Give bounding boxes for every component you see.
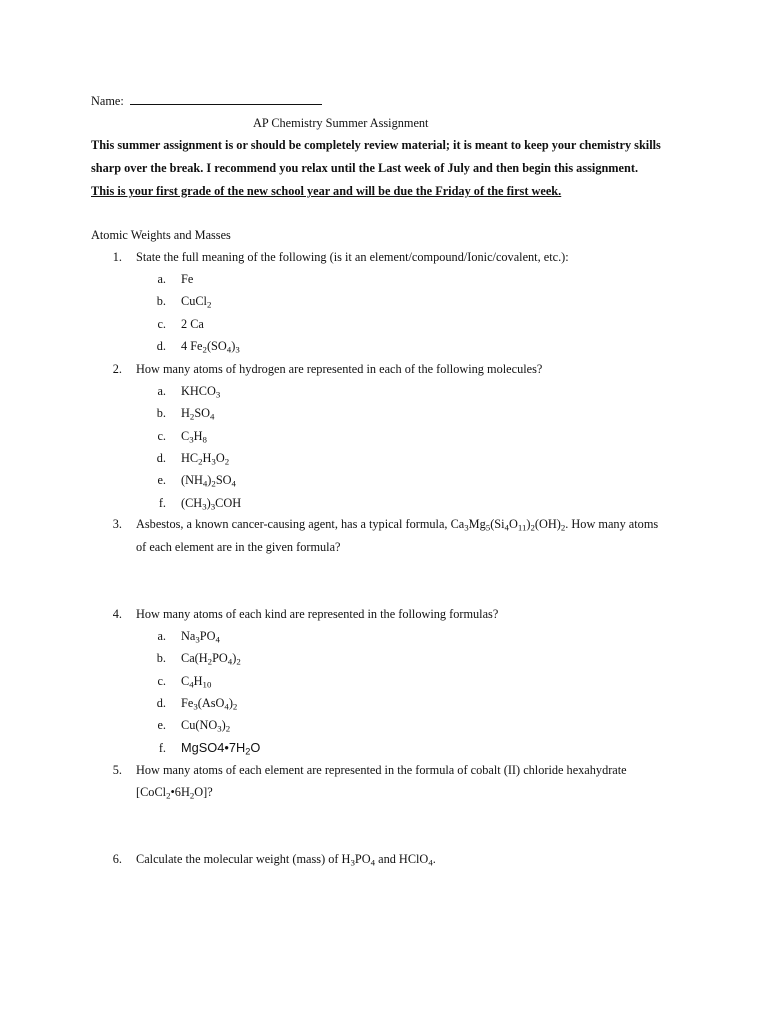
- question-text-line-1: How many atoms of each element are represented in the formula of cobalt (II) chloride hexahydrate: [136, 763, 627, 777]
- formula-text: 4 $Fe_2(SO_4)_3$: [181, 338, 240, 355]
- formula-text: $Na_3PO_4$: [181, 629, 220, 645]
- question-number: 2.: [112, 362, 122, 376]
- formula-text: $(NH_4)_2SO_4$: [181, 473, 236, 489]
- list-item-letter: c.: [157, 673, 166, 688]
- list-item-letter: f.: [158, 495, 166, 510]
- formula-text: $KHCO_3$: [181, 384, 221, 400]
- question-text: Calculate the molecular weight (mass) of $H_3PO_4$ and HClO$_4$.: [136, 852, 436, 868]
- assignment-title: AP Chemistry Summer Assignment: [253, 116, 429, 130]
- list-item-letter: d.: [156, 450, 166, 465]
- intro-line-2: sharp over the break. I recommend you relax until the Last week of July and then begin this assignment.: [91, 161, 639, 175]
- formula-text: CuCl$_2$: [181, 294, 212, 310]
- question-number: 6.: [112, 852, 122, 866]
- formula-text: $Fe_3(AsO_4)_2$: [181, 695, 238, 712]
- formula-text: $MgSO4•7H_2O$: [181, 739, 261, 757]
- list-item-letter: a.: [157, 272, 166, 286]
- question-number: 5.: [112, 763, 122, 777]
- formula-text: $H_2SO_4$: [181, 406, 215, 422]
- list-item-letter: a.: [157, 384, 166, 398]
- name-row: [91, 95, 322, 107]
- intro-line-3: This is your first grade of the new school year and will be due the Friday of the first week.: [91, 184, 562, 198]
- name-blank-line[interactable]: [130, 103, 322, 105]
- list-item-letter: b.: [156, 406, 166, 421]
- formula-text: 2 Ca: [181, 316, 204, 331]
- question-text: State the full meaning of the following (is it an element/compound/Ionic/covalent, etc.):: [136, 250, 569, 264]
- question-text: How many atoms of hydrogen are represented in each of the following molecules?: [136, 362, 543, 376]
- formula-text: $HC_2H_3O_2$: [181, 450, 230, 467]
- question-text-line-1: Asbestos, a known cancer-causing agent, has a typical formula, $Ca_3Mg_5(Si_4O_{11})_2(OH)_2$. How many atoms: [136, 517, 659, 533]
- list-item-letter: b.: [156, 651, 166, 666]
- question-number: 3.: [112, 517, 122, 531]
- formula-text: $Cu(NO_3)_2$: [181, 718, 231, 734]
- formula-text: $Ca(H_2PO_4)_2$: [181, 651, 241, 667]
- list-item-letter: a.: [157, 629, 166, 643]
- question-text: How many atoms of each kind are represented in the following formulas?: [136, 607, 499, 621]
- name-label: Name:: [91, 94, 124, 108]
- question-3-line-2: of each element are in the given formula?: [136, 540, 341, 554]
- list-item-letter: d.: [156, 338, 166, 353]
- list-item-letter: e.: [157, 718, 166, 733]
- question-number: 4.: [112, 607, 122, 621]
- list-item-letter: f.: [158, 740, 166, 755]
- formula-text: $(CH_3)_3COH$: [181, 495, 242, 511]
- list-item-letter: c.: [157, 316, 166, 331]
- intro-line-1: This summer assignment is or should be completely review material; it is meant to keep your chemistry skills: [91, 138, 661, 152]
- section-title: Atomic Weights and Masses: [91, 228, 231, 242]
- formula-text: $C_4H_{10}$: [181, 673, 212, 690]
- question-number: 1.: [112, 250, 122, 264]
- question-5-line-2: $[CoCl_2•6H_2O]$?: [136, 785, 213, 801]
- list-item-letter: e.: [157, 473, 166, 488]
- list-item-letter: b.: [156, 294, 166, 309]
- formula-text: $C_3H_8$: [181, 428, 207, 445]
- formula-text: Fe: [181, 272, 194, 286]
- list-item-letter: c.: [157, 428, 166, 443]
- list-item-letter: d.: [156, 695, 166, 710]
